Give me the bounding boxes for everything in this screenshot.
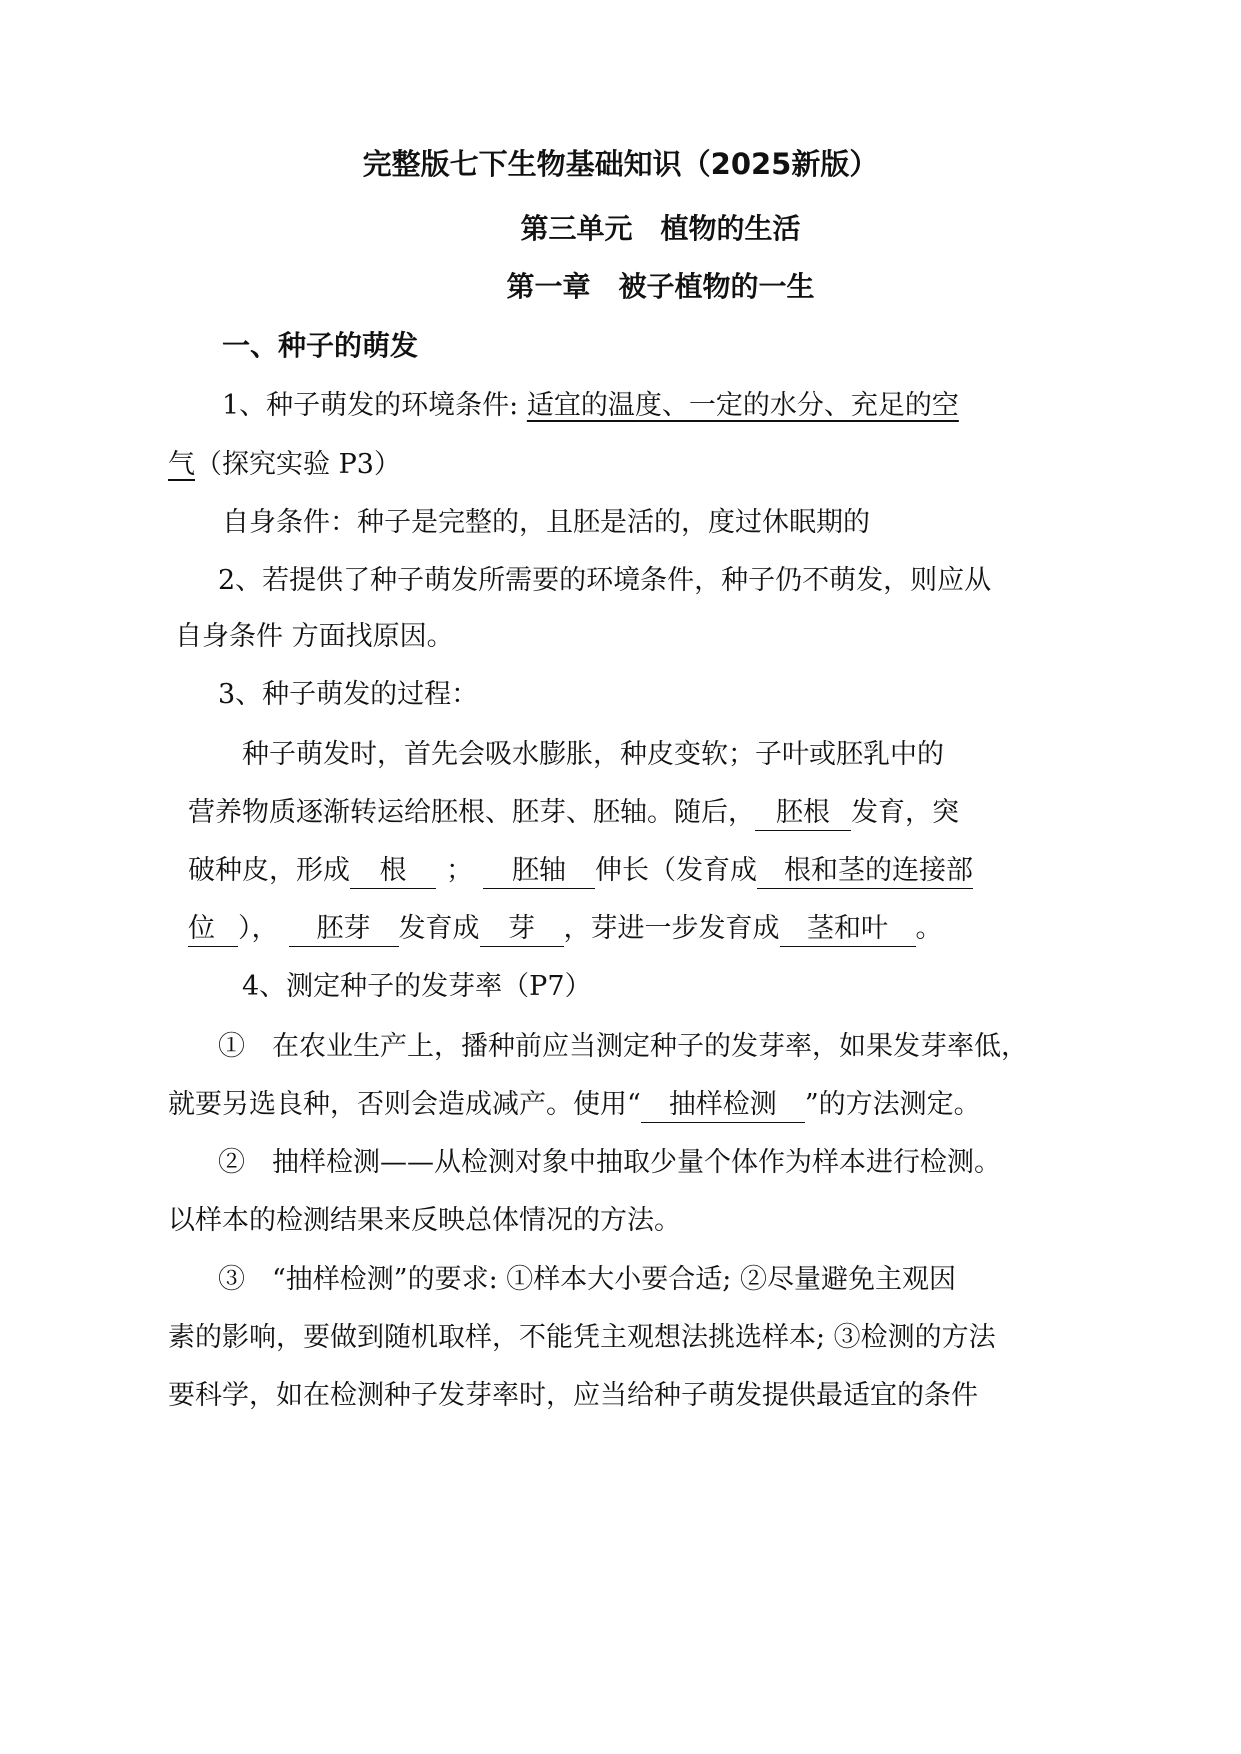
paragraph-3-line-2 xyxy=(188,795,959,831)
paragraph-3-heading: 3、种子萌发的过程： xyxy=(218,679,479,710)
blank-sampling: 抽样检测 xyxy=(641,1088,805,1123)
item-1-line-1: ① 在农业生产上，播种前应当测定种子的发芽率，如果发芽率低， xyxy=(218,1031,1028,1062)
p1-answer-b: 气 xyxy=(168,449,195,480)
section-heading: 一、种子的萌发 xyxy=(222,329,419,362)
blank-connect-2: 位 xyxy=(188,912,238,947)
paragraph-3-line-1: 种子萌发时，首先会吸水膨胀，种皮变软；子叶或胚乳中的 xyxy=(242,739,944,770)
p3-line3-mid: 伸长（发育成 xyxy=(595,855,757,886)
paragraph-2-line-2: 自身条件 方面找原因。 xyxy=(175,621,454,652)
p3-line4-b: 发育成 xyxy=(398,913,480,944)
item-2-line-1: ② 抽样检测——从检测对象中抽取少量个体作为样本进行检测。 xyxy=(218,1147,1001,1178)
p1-prefix: 1、种子萌发的环境条件: xyxy=(222,390,527,421)
p3-sep1: ； xyxy=(446,855,473,886)
document-title: 完整版七下生物基础知识（2025新版） xyxy=(362,147,879,181)
paragraph-2-line-1: 2、若提供了种子萌发所需要的环境条件，种子仍不萌发，则应从 xyxy=(218,565,992,596)
paragraph-1-line-1 xyxy=(222,388,959,424)
blank-hypocotyl: 胚轴 xyxy=(483,854,595,889)
p3-line3-text: 破种皮，形成 xyxy=(188,855,350,886)
p3-line2-end: 发育，突 xyxy=(851,797,959,828)
p3-line4-c: ，芽进一步发育成 xyxy=(563,913,780,944)
item-3-line-2: 素的影响，要做到随机取样，不能凭主观想法挑选样本; ③检测的方法 xyxy=(168,1322,996,1353)
p3-line4-end: 。 xyxy=(915,913,943,944)
p3-line2-text: 营养物质逐渐转运给胚根、胚芽、胚轴。随后， xyxy=(188,797,755,828)
blank-stem-leaf: 茎和叶 xyxy=(780,912,916,947)
item-1-text-a: 就要另选良种，否则会造成减产。使用“ xyxy=(168,1089,641,1120)
p3-line4-a: ）， xyxy=(238,913,279,944)
blank-radicle: 胚根 xyxy=(755,796,851,831)
item-2-line-2: 以样本的检测结果来反映总体情况的方法。 xyxy=(168,1205,681,1236)
item-3-line-1: ③ “抽样检测”的要求: ①样本大小要合适; ②尽量避免主观因 xyxy=(218,1264,956,1295)
blank-connect: 根和茎的连接部 xyxy=(757,854,973,889)
p1-suffix: （探究实验 P3） xyxy=(195,449,401,480)
paragraph-1-line-2 xyxy=(168,447,401,483)
paragraph-3-line-4 xyxy=(188,911,943,947)
blank-bud: 芽 xyxy=(480,912,564,947)
unit-heading: 第三单元 植物的生活 xyxy=(520,212,801,245)
paragraph-4-heading: 4、测定种子的发芽率（P7） xyxy=(242,971,592,1002)
item-3-line-3: 要科学，如在检测种子发芽率时，应当给种子萌发提供最适宜的条件 xyxy=(168,1380,978,1411)
p1-answer-a: 适宜的温度、一定的水分、充足的空 xyxy=(526,390,959,421)
chapter-heading: 第一章 被子植物的一生 xyxy=(506,270,815,303)
self-conditions: 自身条件：种子是完整的，且胚是活的，度过休眠期的 xyxy=(222,507,870,538)
item-1-line-2 xyxy=(168,1087,981,1123)
item-1-text-b: ”的方法测定。 xyxy=(804,1089,981,1120)
paragraph-3-line-3 xyxy=(188,853,973,889)
blank-root: 根 xyxy=(350,854,436,889)
blank-plumule: 胚芽 xyxy=(289,912,399,947)
